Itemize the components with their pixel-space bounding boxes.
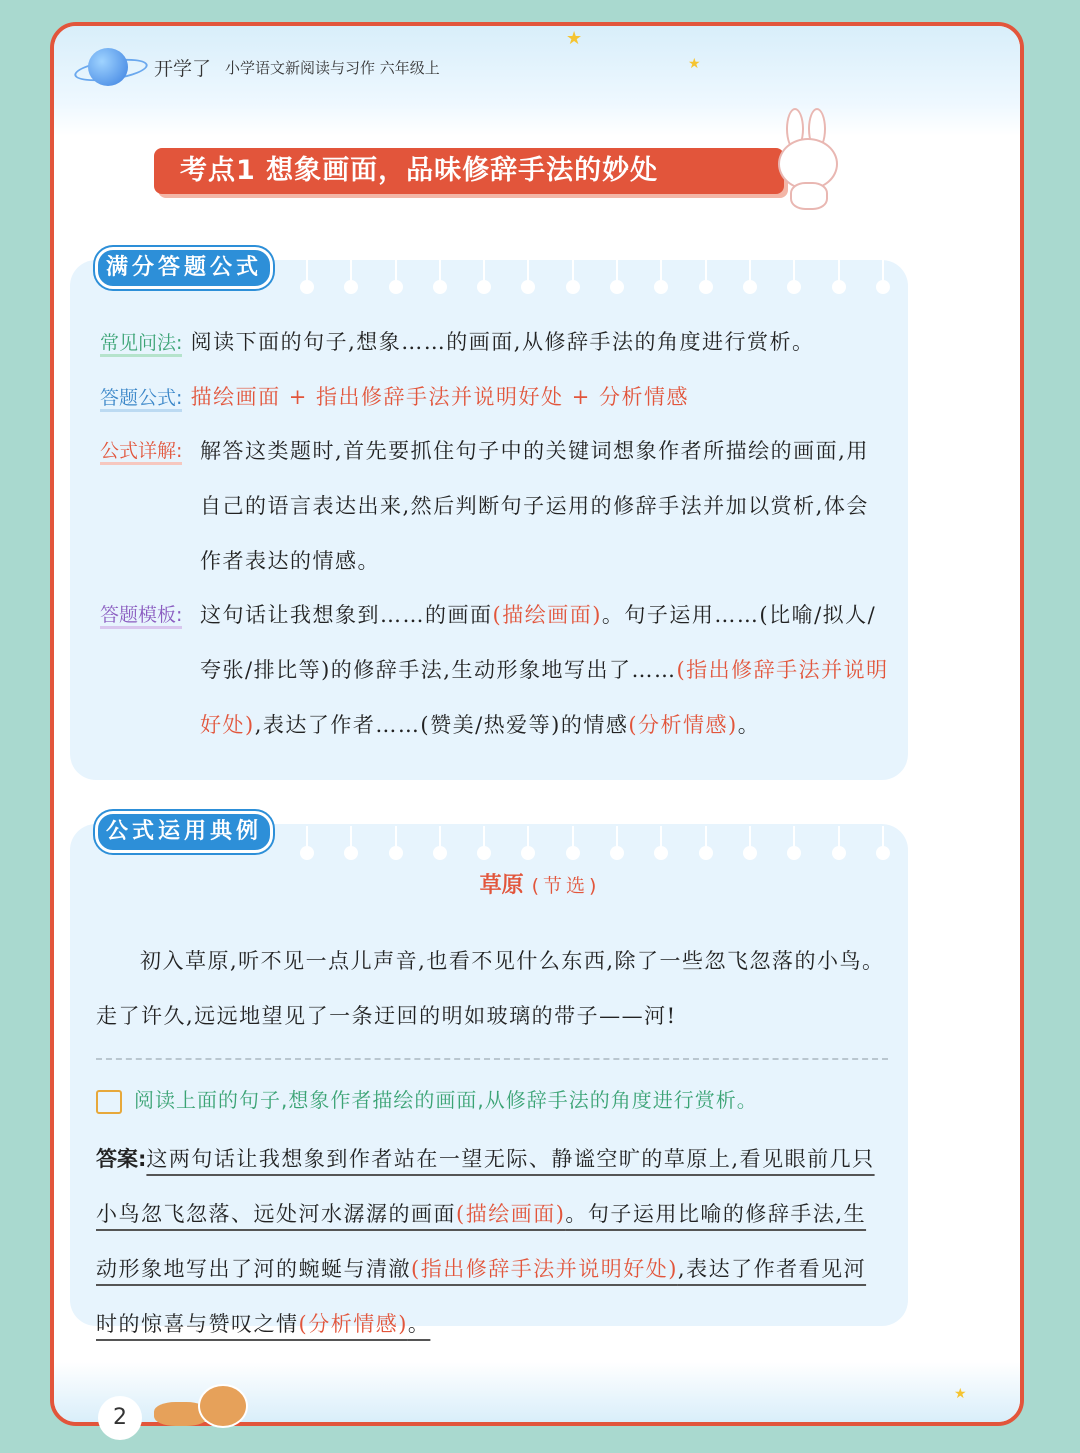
answer-part: 。句子运用比喻的修辞手法,生动形象地写出了河的蜿蜒与清澈 — [96, 1202, 867, 1281]
answer-part: 这两句话让我想象到作者站在一望无际、静谧空旷的草原上,看见眼前几只小鸟忽飞忽落、远处河水潺潺的画面 — [96, 1147, 875, 1226]
article-title-text: 草原 — [479, 873, 524, 898]
answer-part: 。 — [407, 1312, 431, 1336]
template-hint: (描绘画面) — [492, 603, 602, 627]
section-tag-formula: 满分答题公式 — [95, 247, 273, 289]
answer-label: 答案: — [96, 1147, 147, 1171]
common-question-text: 阅读下面的句子,想象……的画面,从修辞手法的角度进行赏析。 — [190, 330, 815, 354]
star-icon: ★ — [566, 28, 583, 49]
answer-template-text — [200, 588, 890, 753]
template-part: 。 — [737, 713, 761, 737]
answer — [96, 1132, 888, 1352]
template-hint: (指出修辞手法并说明好处) — [200, 658, 889, 737]
banner-title: 考点1 想象画面，品味修辞手法的妙处 — [154, 148, 784, 194]
section-tag-example: 公式运用典例 — [95, 811, 273, 853]
label-answer-formula: 答题公式: — [100, 387, 182, 412]
bunny-icon — [776, 108, 836, 208]
answer-hint: (描绘画面) — [456, 1202, 566, 1226]
topic-banner — [154, 140, 834, 200]
question-text: 阅读上面的句子,想象作者描绘的画面,从修辞手法的角度进行赏析。 — [134, 1088, 758, 1112]
label-formula-detail: 公式详解: — [100, 440, 182, 465]
question — [96, 1084, 888, 1114]
answer-part: ,表达了作者看见河时的惊喜与赞叹之情 — [96, 1257, 867, 1336]
planet-icon — [74, 44, 144, 90]
row-answer-formula — [100, 381, 890, 411]
answer-hint: (分析情感) — [298, 1312, 408, 1336]
article-title — [0, 868, 1080, 899]
header — [74, 44, 440, 90]
template-part: 。句子运用……(比喻/拟人/夸张/排比等)的修辞手法,生动形象地写出了…… — [200, 603, 877, 682]
header-subtitle: 小学语文新阅读与习作 六年级上 — [225, 58, 440, 77]
template-part: ,表达了作者……(赞美/热爱等)的情感 — [254, 713, 629, 737]
star-icon: ★ — [688, 56, 701, 72]
label-answer-template: 答题模板: — [100, 604, 182, 629]
decorative-dots — [300, 280, 890, 310]
template-hint: (分析情感) — [628, 713, 738, 737]
label-common-question: 常见问法: — [100, 332, 182, 357]
book-icon — [96, 1090, 122, 1114]
article-note: (节选) — [531, 875, 601, 897]
header-title: 开学了 — [154, 57, 212, 80]
star-icon: ★ — [954, 1386, 967, 1402]
dashed-divider — [96, 1058, 888, 1060]
answer-formula-text: 描绘画面 + 指出修辞手法并说明好处 + 分析情感 — [190, 385, 689, 409]
answer-hint: (指出修辞手法并说明好处) — [411, 1257, 678, 1281]
template-part: 这句话让我想象到……的画面 — [200, 603, 493, 627]
dog-icon — [150, 1384, 250, 1426]
page-number: 2 — [98, 1396, 142, 1440]
row-common-question — [100, 326, 890, 356]
article-text: 初入草原,听不见一点儿声音,也看不见什么东西,除了一些忽飞忽落的小鸟。走了许久,远远地望见了一条迂回的明如玻璃的带子——河! — [96, 949, 885, 1028]
formula-detail-text: 解答这类题时,首先要抓住句子中的关键词想象作者所描绘的画面,用自己的语言表达出来,然后判断句子运用的修辞手法并加以赏析,体会作者表达的情感。 — [200, 439, 869, 573]
